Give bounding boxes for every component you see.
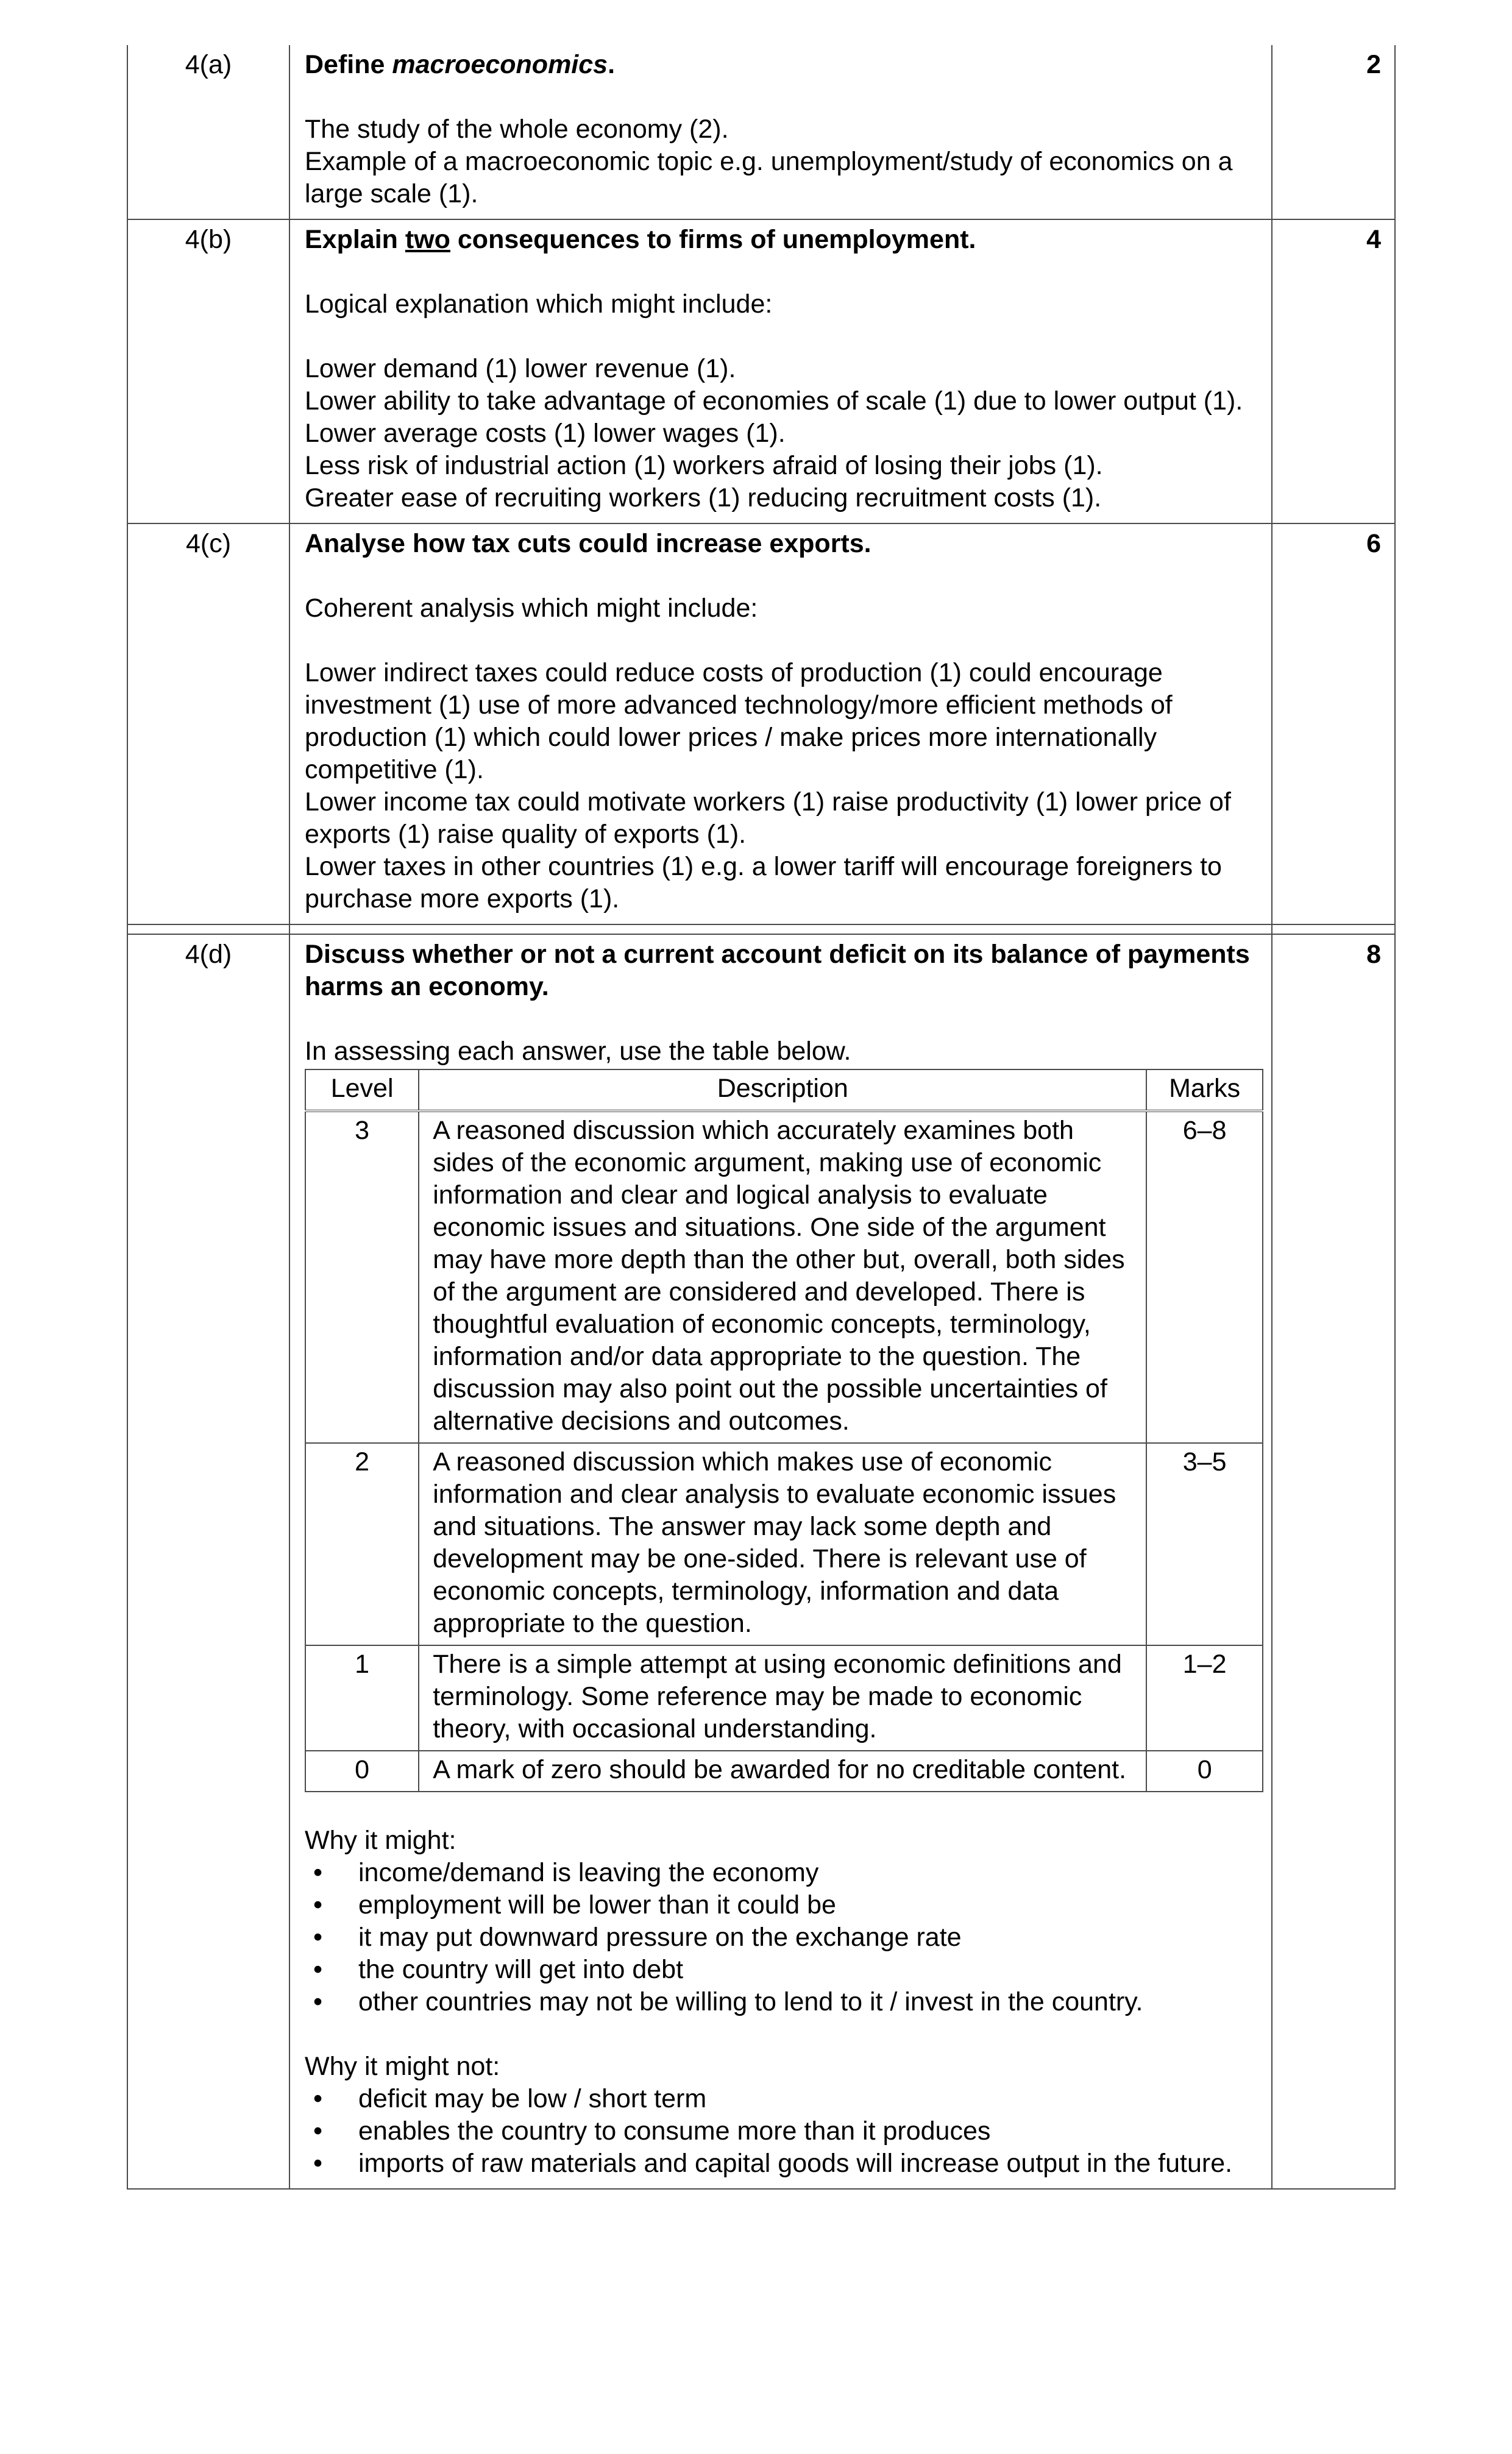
level-marks: 3–5 <box>1146 1443 1263 1645</box>
why-might-list <box>305 1857 1265 2018</box>
question-row-4d <box>127 934 1395 2189</box>
question-prompt <box>305 224 1257 256</box>
level-row <box>305 1751 1263 1792</box>
level-number: 0 <box>305 1751 419 1792</box>
level-row <box>305 1111 1263 1443</box>
answer-line: Greater ease of recruiting workers (1) reducing recruitment costs (1). <box>305 483 1102 512</box>
list-item: • enables the country to consume more than it produces <box>305 2115 1265 2147</box>
prompt-text: Define <box>305 50 392 79</box>
level-number: 2 <box>305 1443 419 1645</box>
prompt-text: consequences to firms of unemployment. <box>450 225 976 254</box>
levels-header-level: Level <box>305 1069 419 1111</box>
answer-line: Lower income tax could motivate workers (1) raise productivity (1) lower price of exports (1) raise quality of exports (1). <box>305 787 1231 849</box>
level-description: A reasoned discussion which makes use of economic information and clear analysis to evaluate economic issues and situations. The answer may lack some depth and development may be one-sided. There is relevant use of economic concepts, terminology, information and data appropriate to the question. <box>419 1443 1146 1645</box>
answer-line: Lower taxes in other countries (1) e.g. a lower tariff will encourage foreigners to purchase more exports (1). <box>305 852 1222 913</box>
answer-line: Lower indirect taxes could reduce costs of production (1) could encourage investment (1) use of more advanced technology/more efficient methods of production (1) which could lower prices / make prices more internationally competitive (1). <box>305 658 1173 784</box>
list-item: • the country will get into debt <box>305 1954 1265 1986</box>
question-marks: 2 <box>1272 45 1395 219</box>
question-marks: 8 <box>1272 934 1395 2189</box>
why-not-list <box>305 2083 1265 2180</box>
levels-header-description: Description <box>419 1069 1146 1111</box>
question-prompt: Discuss whether or not a current account deficit on its balance of payments harms an economy. <box>305 940 1250 1001</box>
list-item: • it may put downward pressure on the exchange rate <box>305 1921 1265 1954</box>
level-marks: 0 <box>1146 1751 1263 1792</box>
level-number: 1 <box>305 1645 419 1751</box>
answer-line: Example of a macroeconomic topic e.g. unemployment/study of economics on a large scale (1). <box>305 147 1233 208</box>
level-marks: 1–2 <box>1146 1645 1263 1751</box>
answer-line: The study of the whole economy (2). <box>305 115 729 144</box>
mark-scheme-table <box>127 45 1396 2190</box>
prompt-underlined: two <box>405 225 450 254</box>
list-item: • imports of raw materials and capital goods will increase output in the future. <box>305 2147 1265 2180</box>
question-number: 4(a) <box>127 45 289 219</box>
level-marks: 6–8 <box>1146 1111 1263 1443</box>
level-number: 3 <box>305 1111 419 1443</box>
answer-line: Lower demand (1) lower revenue (1). <box>305 354 736 383</box>
list-item: • deficit may be low / short term <box>305 2083 1265 2115</box>
question-prompt: Analyse how tax cuts could increase exports. <box>305 529 871 558</box>
prompt-emphasis: macroeconomics <box>392 50 608 79</box>
list-item: • employment will be lower than it could be <box>305 1889 1265 1921</box>
question-row-4b <box>127 219 1395 523</box>
why-might-heading: Why it might: <box>305 1826 456 1855</box>
question-number: 4(d) <box>127 934 289 2189</box>
answer-cell <box>289 219 1272 523</box>
level-description: There is a simple attempt at using economic definitions and terminology. Some reference may be made to economic theory, with occasional understanding. <box>419 1645 1146 1751</box>
list-item: • other countries may not be willing to lend to it / invest in the country. <box>305 1986 1265 2018</box>
level-row <box>305 1443 1263 1645</box>
level-description: A mark of zero should be awarded for no creditable content. <box>419 1751 1146 1792</box>
mark-scheme-sheet <box>127 45 1394 2190</box>
answer-line: Lower average costs (1) lower wages (1). <box>305 419 786 448</box>
prompt-text: Explain <box>305 225 405 254</box>
answer-line: Less risk of industrial action (1) workers afraid of losing their jobs (1). <box>305 451 1103 480</box>
levels-header-row <box>305 1069 1263 1111</box>
question-number: 4(b) <box>127 219 289 523</box>
why-not-heading: Why it might not: <box>305 2052 500 2081</box>
levels-table <box>305 1069 1263 1792</box>
question-number: 4(c) <box>127 523 289 924</box>
answer-intro: In assessing each answer, use the table below. <box>305 1037 851 1066</box>
question-row-4a <box>127 45 1395 219</box>
levels-header-marks: Marks <box>1146 1069 1263 1111</box>
list-item: • income/demand is leaving the economy <box>305 1857 1265 1889</box>
answer-cell <box>289 934 1272 2189</box>
question-row-4c <box>127 523 1395 924</box>
answer-intro: Logical explanation which might include: <box>305 289 773 319</box>
question-marks: 4 <box>1272 219 1395 523</box>
level-description: A reasoned discussion which accurately examines both sides of the economic argument, making use of economic information and clear and logical analysis to evaluate economic issues and situations. One side of the argument may have more depth than the other but, overall, both sides of the argument are considered and developed. There is thoughtful evaluation of economic concepts, terminology, information and/or data appropriate to the question. The discussion may also point out the possible uncertainties of alternative decisions and outcomes. <box>419 1111 1146 1443</box>
answer-cell <box>289 45 1272 219</box>
level-row <box>305 1645 1263 1751</box>
prompt-text: . <box>608 50 616 79</box>
answer-line: Lower ability to take advantage of economies of scale (1) due to lower output (1). <box>305 386 1243 416</box>
section-separator <box>127 924 1395 934</box>
question-prompt <box>305 49 1257 81</box>
question-marks: 6 <box>1272 523 1395 924</box>
answer-cell <box>289 523 1272 924</box>
answer-intro: Coherent analysis which might include: <box>305 594 758 623</box>
